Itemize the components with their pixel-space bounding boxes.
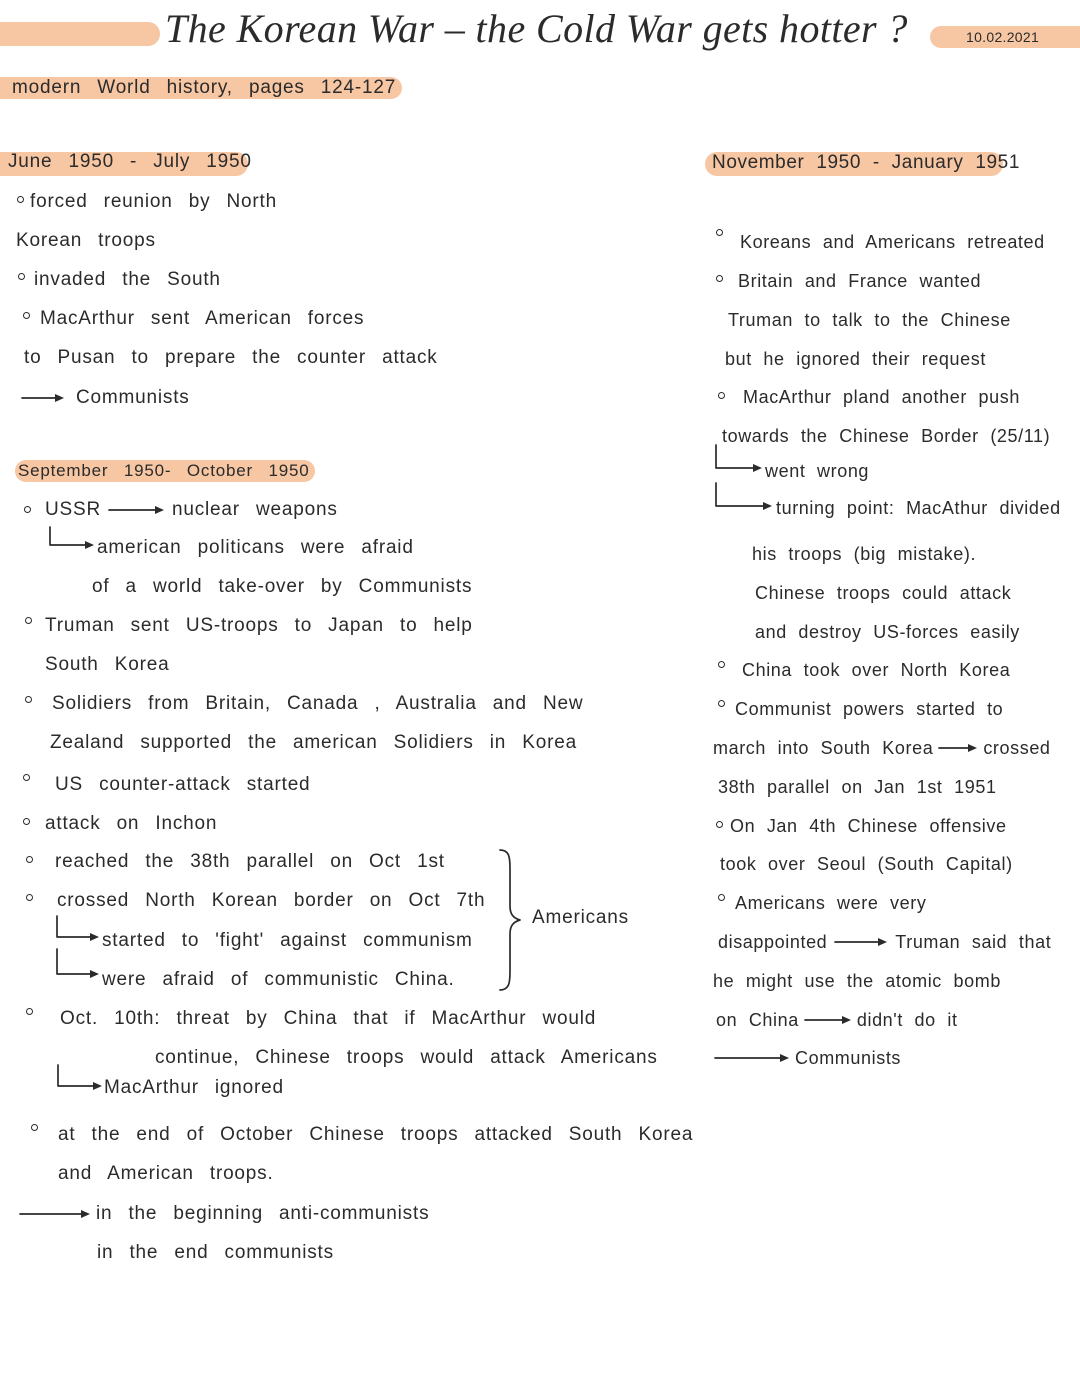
note-line: MacArthur pland another push — [743, 387, 1020, 407]
note-line: invaded the South — [34, 269, 221, 290]
date-label: 10.02.2021 — [966, 29, 1040, 45]
bullet-icon — [716, 229, 723, 236]
hook-arrow-icon — [54, 1064, 102, 1092]
arrow-right-icon — [835, 936, 887, 948]
note-line: Koreans and Americans retreated — [740, 232, 1045, 252]
note-line — [718, 930, 1051, 954]
bullet-icon — [716, 275, 723, 282]
note-line: and American troops. — [58, 1163, 274, 1184]
note-text: didn't do it — [856, 1010, 958, 1030]
note-line: but he ignored their request — [725, 349, 986, 369]
section-heading-nov-jan: November 1950 - January 1951 — [712, 152, 1021, 173]
note-line — [715, 1046, 901, 1070]
bullet-icon — [26, 894, 33, 901]
arrow-right-icon — [939, 742, 977, 754]
note-text: march into South Korea — [713, 738, 934, 758]
bullet-icon — [23, 818, 30, 825]
note-line: american politicans were afraid — [97, 537, 414, 558]
section-heading-sept-oct: September 1950- October 1950 — [18, 461, 310, 480]
bullet-icon — [718, 894, 725, 901]
note-line: Truman to talk to the Chinese — [728, 310, 1011, 330]
note-line: he might use the atomic bomb — [713, 971, 1001, 991]
bullet-icon — [718, 392, 725, 399]
note-text: disappointed — [718, 932, 828, 952]
note-text: on China — [716, 1010, 799, 1030]
bullet-icon — [25, 696, 32, 703]
note-line — [713, 736, 1051, 760]
note-line: Zealand supported the american Solidiers in Korea — [50, 732, 577, 753]
note-line: Britain and France wanted — [738, 271, 982, 291]
note-line: in the end communists — [97, 1242, 334, 1263]
note-line: Truman sent US-troops to Japan to help — [45, 615, 473, 636]
hook-arrow-icon — [53, 915, 99, 943]
bullet-icon — [31, 1124, 38, 1131]
note-line: forced reunion by North — [30, 191, 277, 212]
note-line — [20, 1202, 429, 1226]
section-heading-june-july: June 1950 - July 1950 — [8, 151, 252, 172]
hook-arrow-icon — [712, 482, 772, 512]
note-line: at the end of October Chinese troops attacked South Korea — [58, 1124, 694, 1145]
note-line: turning point: MacAthur divided — [776, 498, 1061, 518]
note-text: crossed — [983, 738, 1051, 758]
page-title: The Korean War – the Cold War gets hotter ? — [165, 6, 908, 51]
note-line: attack on Inchon — [45, 813, 218, 834]
arrow-right-icon — [109, 504, 164, 516]
title-highlight-left — [0, 22, 160, 46]
bullet-icon — [26, 856, 33, 863]
note-text: USSR — [45, 499, 101, 520]
bullet-icon — [23, 774, 30, 781]
bullet-icon — [17, 196, 24, 203]
bullet-icon — [718, 700, 725, 707]
note-line: took over Seoul (South Capital) — [720, 854, 1013, 874]
bullet-icon — [716, 821, 723, 828]
note-line: and destroy US-forces easily — [755, 622, 1020, 642]
note-line: to Pusan to prepare the counter attack — [24, 347, 438, 368]
note-text: Communists — [76, 387, 190, 408]
note-line — [716, 1008, 958, 1032]
bullet-icon — [25, 617, 32, 624]
bullet-icon — [23, 312, 30, 319]
note-line: towards the Chinese Border (25/11) — [722, 426, 1051, 446]
note-line: continue, Chinese troops would attack Americans — [155, 1047, 658, 1068]
note-line: went wrong — [765, 461, 870, 481]
note-line: Oct. 10th: threat by China that if MacArthur would — [60, 1008, 597, 1029]
note-line: MacArthur sent American forces — [40, 308, 365, 329]
note-line: Americans were very — [735, 893, 927, 913]
bullet-icon — [18, 273, 25, 280]
note-line — [45, 498, 338, 522]
brace-label: Americans — [532, 907, 629, 928]
source-reference: modern World history, pages 124-127 — [12, 77, 397, 98]
note-line: Korean troops — [16, 230, 156, 251]
arrow-right-icon — [22, 392, 64, 404]
note-line — [22, 386, 190, 410]
note-line: South Korea — [45, 654, 170, 675]
note-line: Communist powers started to — [735, 699, 1004, 719]
arrow-right-icon — [805, 1014, 851, 1026]
note-text: nuclear weapons — [172, 499, 338, 520]
note-line: were afraid of communistic China. — [102, 969, 455, 990]
note-line: 38th parallel on Jan 1st 1951 — [718, 777, 997, 797]
curly-brace-icon — [496, 848, 524, 992]
note-line: crossed North Korean border on Oct 7th — [57, 890, 486, 911]
note-line: started to 'fight' against communism — [102, 930, 473, 951]
hook-arrow-icon — [53, 948, 99, 980]
bullet-icon — [26, 1008, 33, 1015]
note-line: MacArthur ignored — [104, 1077, 284, 1098]
note-text: in the beginning anti-communists — [96, 1203, 430, 1224]
note-line: of a world take-over by Communists — [92, 576, 473, 597]
note-line: Solidiers from Britain, Canada , Australia and New — [52, 693, 584, 714]
note-line: China took over North Korea — [742, 660, 1011, 680]
note-line: reached the 38th parallel on Oct 1st — [55, 851, 445, 872]
hook-arrow-icon — [46, 526, 94, 550]
hook-arrow-icon — [712, 444, 762, 472]
arrow-right-icon — [20, 1208, 90, 1220]
note-line: Chinese troops could attack — [755, 583, 1012, 603]
arrow-right-icon — [715, 1052, 789, 1064]
note-line: On Jan 4th Chinese offensive — [730, 816, 1007, 836]
note-text: Communists — [795, 1048, 902, 1068]
bullet-icon — [24, 506, 31, 513]
note-line: his troops (big mistake). — [752, 544, 977, 564]
note-text: Truman said that — [895, 932, 1052, 952]
bullet-icon — [718, 661, 725, 668]
note-line: US counter-attack started — [55, 774, 311, 795]
